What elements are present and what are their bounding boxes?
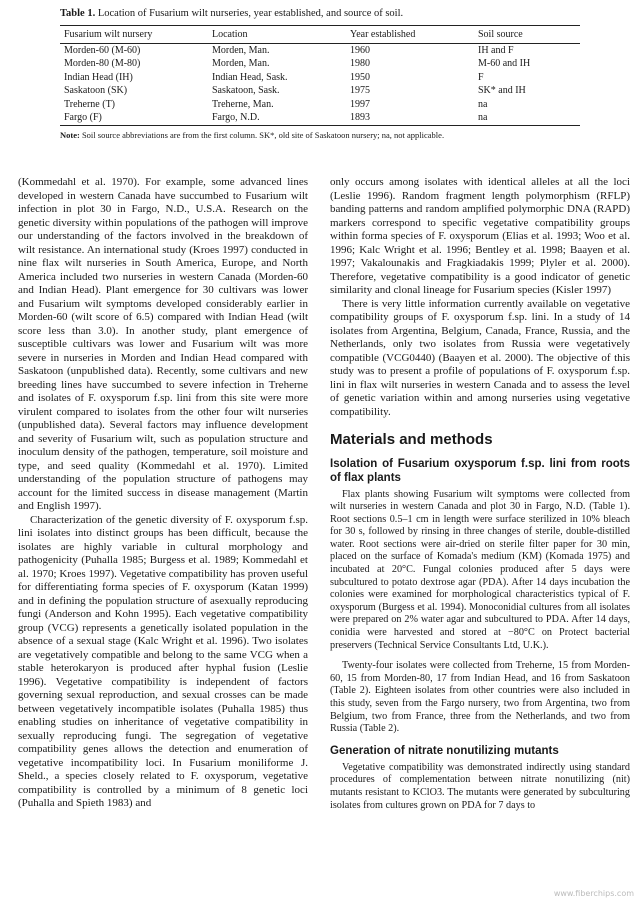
table-cell: 1960 xyxy=(350,44,370,56)
table-cell: Morden, Man. xyxy=(212,58,270,69)
column-header: Location xyxy=(212,29,248,40)
table-cell: F xyxy=(478,71,484,83)
table-cell: na xyxy=(478,112,488,123)
table-cell: M-60 and IH xyxy=(478,58,531,69)
paragraph: Vegetative compatibility was demonstrated indirectly using standard procedures of complementation between nitrate nonutilizing (nit) mutants resistant to KClO3. The mutants were generated by subculturing isolates from cultures grown on PDA for 7 days to xyxy=(330,761,630,811)
table-cell: Morden, Man. xyxy=(212,44,270,56)
paragraph: Flax plants showing Fusarium wilt symptoms were collected from wilt nurseries in western Canada and plot 30 in Fargo, N.D. (Table 1). Root sections 0.5–1 cm in length were surface sterilized in 10% bleach for 30 s, followed by rinsing in three changes of sterile, double-distilled water. Root sections were air-dried on sterile filter paper for 30 min, placed on the surface of Komada's medium (KM) (Komada 1975) and incubated at 20°C. Fungal colonies produced after 5 days were subcultured to potato dextrose agar (PDA). After 14 days incubation the colonies were examined for morphological characteristics typical of F. oxysporum (Burgess et al. 1994). Monoconidial cultures from all isolates were prepared on 2% water agar and subcultured to PDA. After 14 days, conidia were harvested and stored at −80°C on Protect bacterial preservers (Technical Service Consultants Ltd, U.K.). xyxy=(330,488,630,651)
table-row xyxy=(60,85,580,99)
table-cell: SK* and IH xyxy=(478,85,526,96)
table-cell: 1893 xyxy=(350,112,370,123)
paragraph: Twenty-four isolates were collected from Treherne, 15 from Morden-60, 15 from Morden-80, 17 from Indian Head, and 16 from Saskatoon (Table 2). Eighteen isolates from other countries were also included in this study, seven from the Fargo nursery, two from Argentina, two from Belgium, two from France, three from the Netherlands, and two from Russia (Table 2). xyxy=(330,660,630,735)
table-cell: 1980 xyxy=(350,58,370,69)
data-table xyxy=(60,25,580,126)
section-heading: Materials and methods xyxy=(330,431,493,448)
table-note: Note: Soil source abbreviations are from the first column. SK*, old site of Saskatoon nursery; na, not applicable. xyxy=(60,130,445,140)
table-cell: Saskatoon, Sask. xyxy=(212,85,280,96)
table-cell: Treherne, Man. xyxy=(212,98,274,110)
table-row xyxy=(60,58,580,72)
subsection-heading: Isolation of Fusarium oxysporum f.sp. lini from roots of flax plants xyxy=(330,457,630,484)
watermark: www.fiberchips.com xyxy=(553,889,634,898)
table-cell: Morden-80 (M-80) xyxy=(64,58,141,69)
paragraph: Characterization of the genetic diversity of F. oxysporum f.sp. lini isolates into distinct groups has been difficult, because the isolates are highly variable in cultural morphology and pathogenicity (Puhalla 1985; Burgess et al. 1989; Kommedahl et al. 1970; Kroes 1997). Vegetative compatibility has proven useful for differentiating forma species of F. oxysporum (Katan 1999) and in defining the population structure of asexually reproducing fungi (Anderson and Kohn 1995). Each vegetative compatibility group (VCG) represents a genetically isolated population in the absence of a sexual stage (Kalc Wright et al. 1996). Two isolates are vegetatively compatible and belong to the same VCG when a stable heterokaryon is produced after hyphal fusion (Leslie 1996). Vegetative compatibility is independent of factors governing sexual reproduction, and sexual crosses can be made between vegetatively incompatible isolates (Puhalla 1985) thus enabling studies on inheritance of vegetative compatibility in sexually reproducing fungi. The segregation of vegetative compatibility genes allows the detection and enumeration of vegetative incompatibility loci. In Fusarium moniliforme J. Sheld., a species closely related to F. oxysporum, vegetative compatibility is controlled by a minimum of 8 genetic loci (Puhalla and Spieth 1983) and xyxy=(18,513,308,809)
table-cell: Fargo (F) xyxy=(64,112,102,123)
paragraph: (Kommedahl et al. 1970). For example, some advanced lines developed in western Canada have succumbed to Fusarium wilt infection in plot 30 in Fargo, N.D., U.S.A. Research on the genetic diversity within populations of the pathogen will improve our understanding of the factors involved in the breakdown of wilt resistance. An international study (Kroes 1997) conducted in nine flax wilt nurseries in South America, Europe, and North America included two nurseries in western Canada (Morden-60 and Indian Head). Plant emergence for 30 cultivars was lower and Fusarium wilt symptoms developed considerably earlier in Morden-60 (wilt score of 6.5) compared with Indian Head (wilt score less than 3.0). In another study, plant emergence of susceptible cultivars was lower and Fusarium wilt was more severe in nurseries in Morden and Indian Head compared with Saskatoon (unpublished data). Recently, some cultivars and new breeding lines have succumbed to severe infection in Treherne and isolates of F. oxysporum f.sp. lini from this site were more virulent compared to isolates from the other four wilt nurseries (unpublished data). Several factors may influence development and severity of Fusarium wilt, such as population structure and inoculum density of the pathogen, temperature, soil moisture and type, and seed quality (Kommedahl et al. 1970). Limited understanding of the population structure of pathogens may account for the limited success in disease management (Martin and English 1997). xyxy=(18,176,308,512)
table-caption: Table 1. Location of Fusarium wilt nurseries, year established, and source of soil. xyxy=(60,8,404,19)
right-column xyxy=(330,176,630,812)
column-header: Fusarium wilt nursery xyxy=(64,29,153,40)
table-cell: 1950 xyxy=(350,71,370,83)
table-cell: Indian Head, Sask. xyxy=(212,71,288,83)
paragraph: only occurs among isolates with identical alleles at all the loci (Leslie 1996). Random fragment length polymorphism (RFLP) banding patterns and random amplified polymorphic DNA (RAPD) markers correspond to specific vegetative compatibility groups within forma species of F. oxysporum (Elias et al. 1993; Woo et al. 1996; Kalc Wright et al. 1996; Bentley et al. 1998; Baayen et al. 1997; Vakalounakis and Fragkiadakis 1999; Plyler et al. 2000). Therefore, vegetative compatibility is a good indicator of genetic similarity and clonal lineage for Fusarium species (Kisler 1997) xyxy=(330,176,630,296)
table-cell: 1997 xyxy=(350,98,370,110)
table-row xyxy=(60,44,580,58)
left-column xyxy=(18,176,308,811)
table-cell: na xyxy=(478,98,488,110)
table-block xyxy=(60,8,580,140)
paragraph: There is very little information currently available on vegetative compatibility groups of F. oxysporum f.sp. lini. In a study of 14 isolates from Argentina, Belgium, Canada, France, Russia, and the Netherlands, only two isolates from Russia were vegetatively compatible (VCG0440) (Baayen et al. 2000). The objective of this study was to present a profile of populations of F. oxysporum f.sp. lini in flax wilt nurseries in western Canada and to assess the level of genetic variation within and among nurseries using vegetative compatibility. xyxy=(330,297,630,418)
table-row xyxy=(60,71,580,85)
table-cell: Morden-60 (M-60) xyxy=(64,44,141,56)
subsection-heading: Generation of nitrate nonutilizing mutants xyxy=(330,744,559,757)
table-cell: Treherne (T) xyxy=(64,98,116,110)
table-cell: Fargo, N.D. xyxy=(212,112,260,123)
table-cell: Indian Head (IH) xyxy=(64,71,133,83)
column-header: Soil source xyxy=(478,29,523,40)
table-row xyxy=(60,98,580,112)
table-row xyxy=(60,112,580,126)
table-cell: Saskatoon (SK) xyxy=(64,85,128,96)
table-cell: 1975 xyxy=(350,85,370,96)
column-header: Year established xyxy=(350,29,416,40)
table-header-row xyxy=(60,26,580,44)
table-cell: IH and F xyxy=(478,44,514,56)
